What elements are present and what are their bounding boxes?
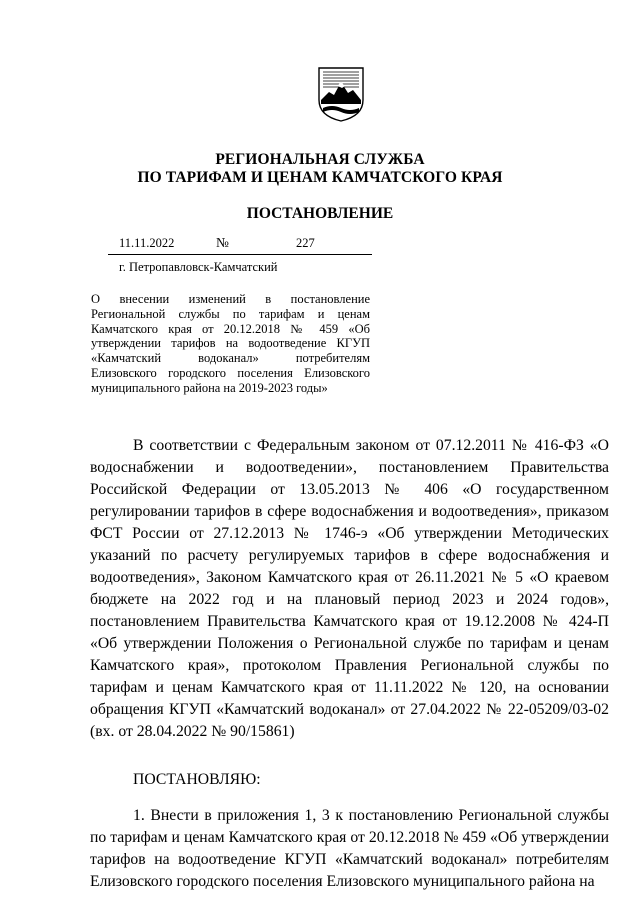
document-date: 11.11.2022 xyxy=(119,236,175,250)
document-number: 227 xyxy=(296,236,315,250)
preamble-paragraph: В соответствии с Федеральным законом от 07.12.2011 № 416-ФЗ «О водоснабжении и водоотведении», постановлением Правительства Российской Федерации от 13.05.2013 № 406 «О государственном регулировании тарифов в сфере водоснабжения и водоотведения», приказом ФСТ России от 27.12.2013 № 1746-э «Об утверждении Методических указаний по расчету регулируемых тарифов в сфере водоснабжения и водоотведения», Законом Камчатского края от 26.11.2021 № 5 «О краевом бюджете на 2022 год и на плановый период 2023 и 2024 годов», постановлением Правительства Камчатского края от 19.12.2008 № 424-П «Об утверждении Положения о Региональной службе по тарифам и ценам Камчатского края», протоколом Правления Региональной службы по тарифам и ценам Камчатского края от 11.11.2022 № 120, на основании обращения КГУП «Камчатский водоканал» от 27.04.2022 № 22-05209/03-02 (вх. от 28.04.2022 № 90/15861) xyxy=(90,437,609,740)
organization-name-line1: РЕГИОНАЛЬНАЯ СЛУЖБА xyxy=(215,151,425,168)
organization-name-line2: ПО ТАРИФАМ И ЦЕНАМ КАМЧАТСКОГО КРАЯ xyxy=(137,169,503,186)
kamchatka-coat-of-arms-icon xyxy=(317,66,365,122)
emblem-shield xyxy=(317,66,365,122)
item-1-paragraph: 1. Внести в приложения 1, 3 к постановлению Региональной службы по тарифам и ценам Камчатского края от 20.12.2018 № 459 «Об утверждении тарифов на водоотведение КГУП «Камчатский водоканал» потребителям Елизовского городского поселения Елизовского муниципального района на xyxy=(90,807,609,890)
document-subject: О внесении изменений в постановление Региональной службы по тарифам и ценам Камчатского края от 20.12.2018 № 459 «Об утверждении тарифов на водоотведение КГУП «Камчатский водоканал» потребителям Елизовского городского поселения Елизовского муниципального района на 2019-2023 годы» xyxy=(91,292,370,395)
decree-word: ПОСТАНОВЛЯЮ: xyxy=(133,771,261,788)
requisites-underline xyxy=(108,254,372,255)
document-type-title: ПОСТАНОВЛЕНИЕ xyxy=(246,205,394,222)
number-sign: № xyxy=(216,235,229,250)
document-city: г. Петропавловск-Камчатский xyxy=(119,260,278,274)
